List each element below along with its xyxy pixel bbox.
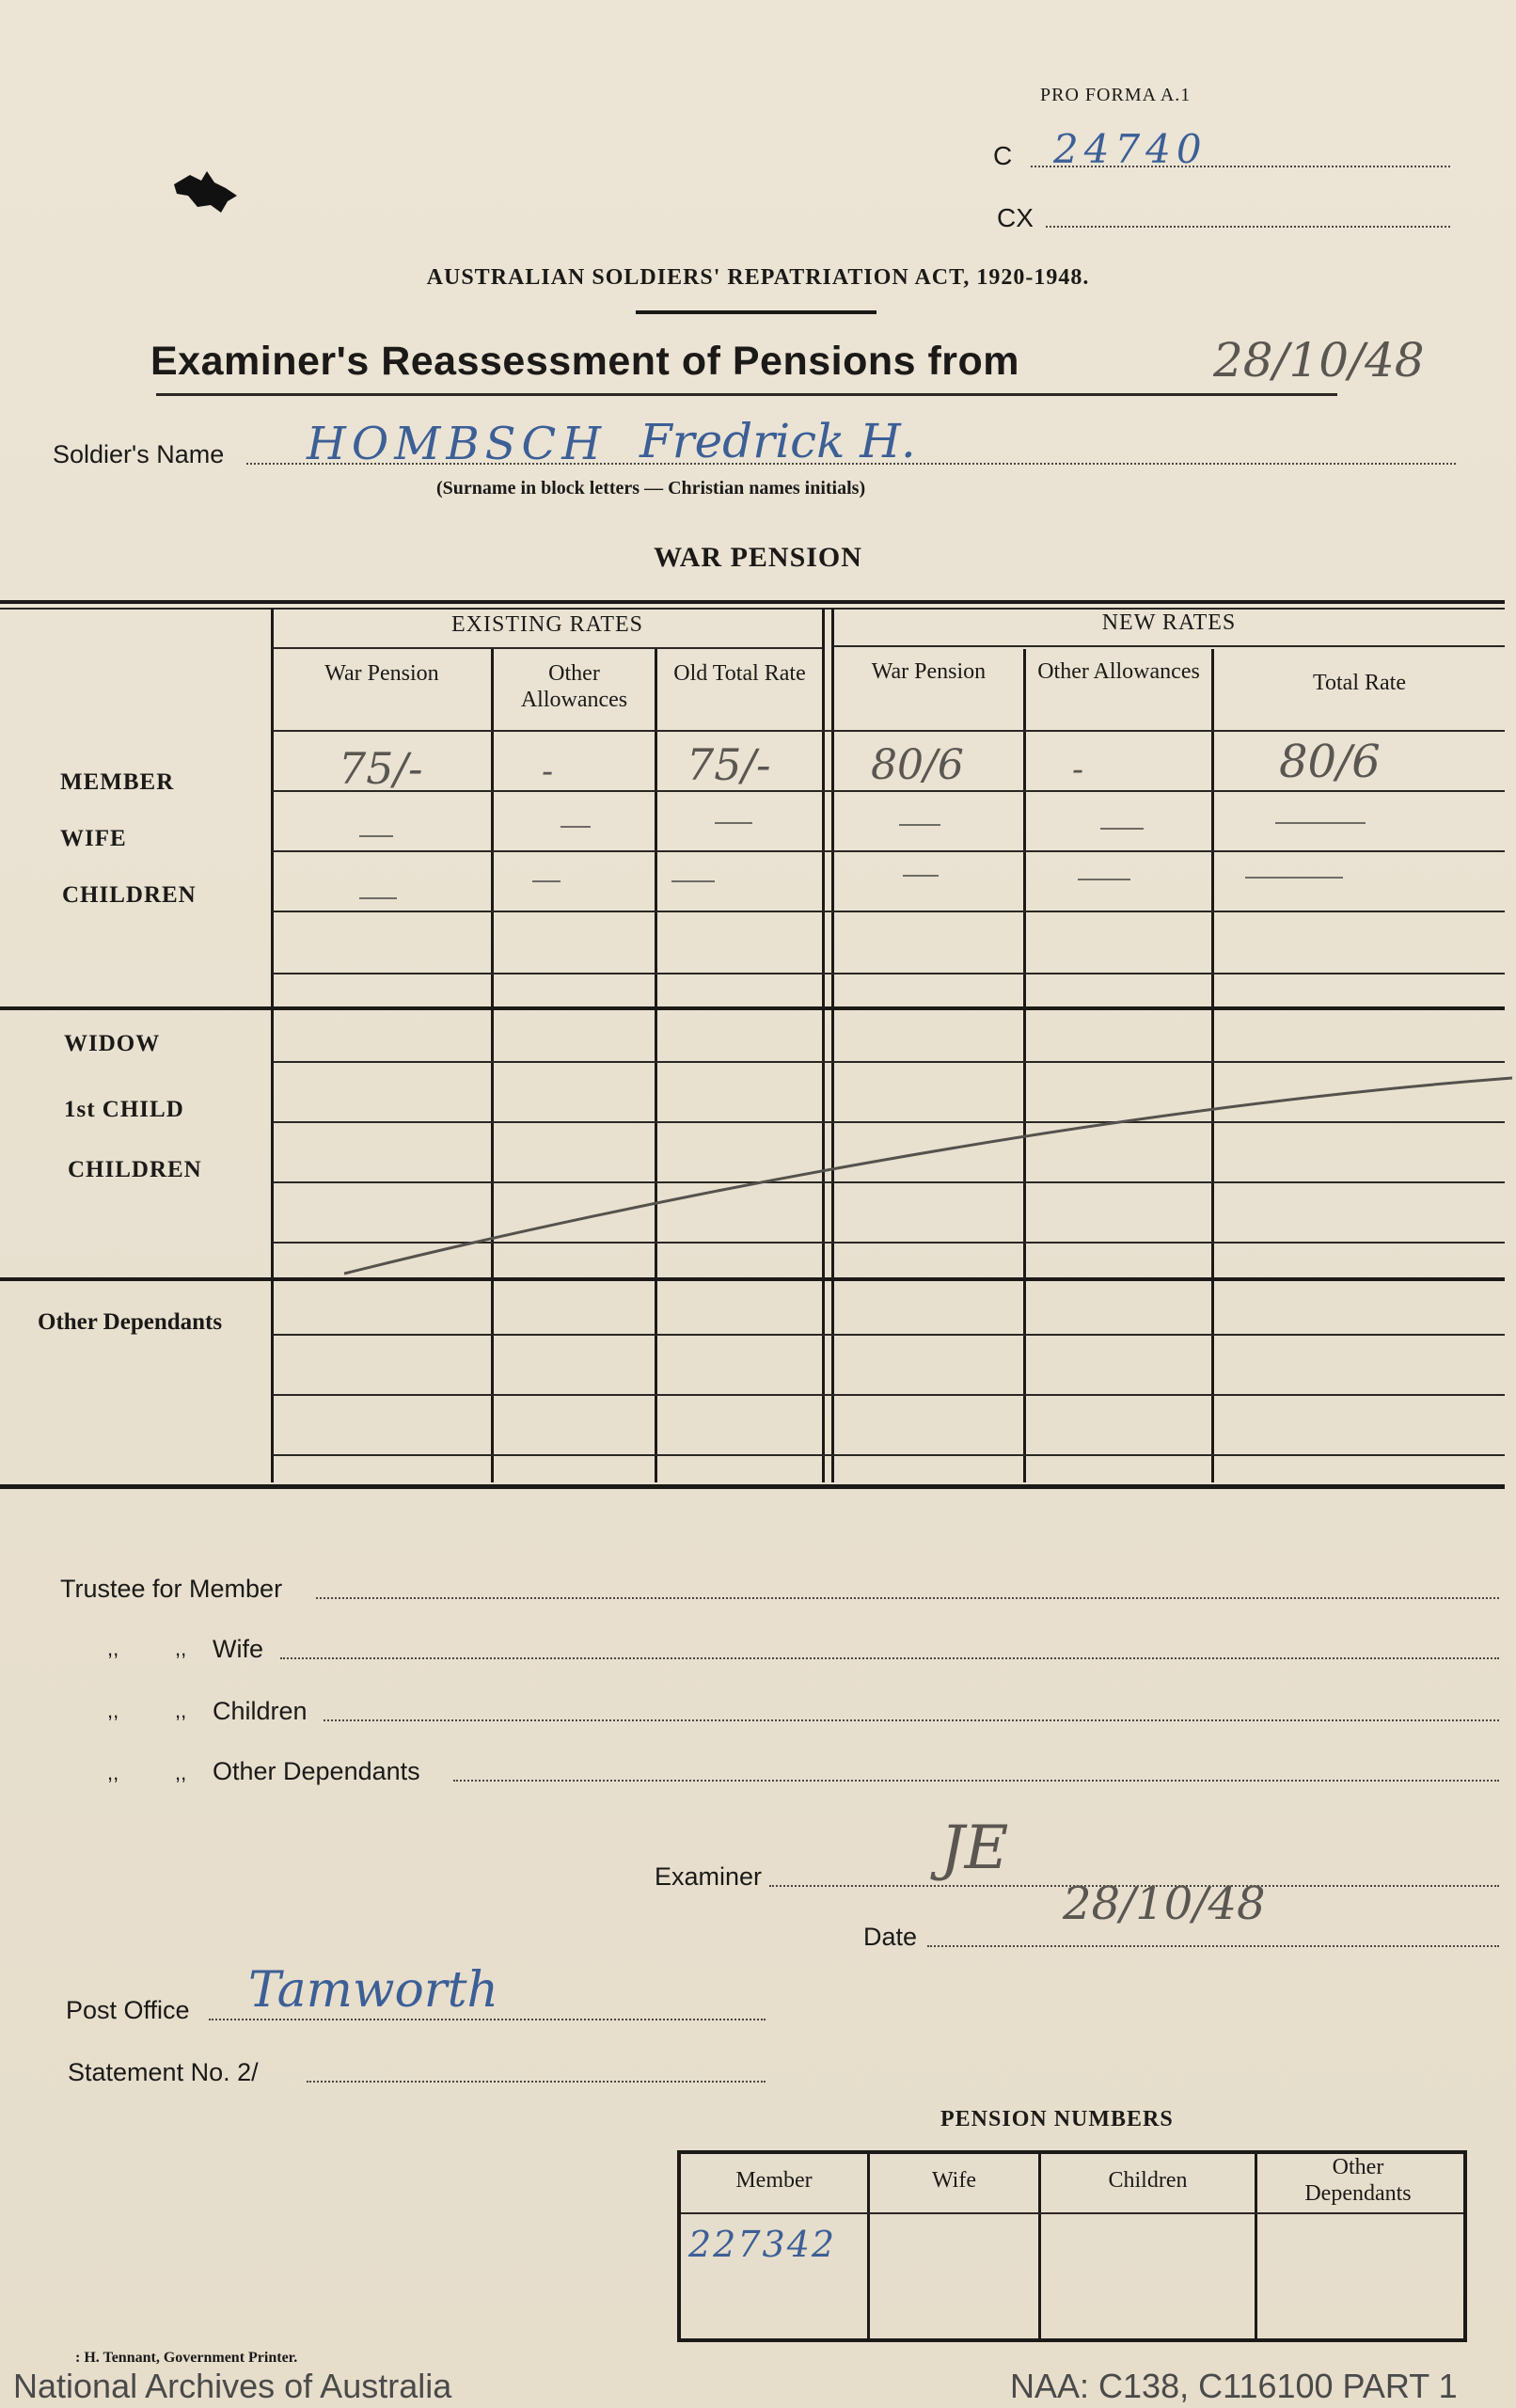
header-bottom-rule <box>273 730 1505 732</box>
nil-dash <box>359 897 397 899</box>
existing-rates-rule <box>273 647 822 649</box>
nil-dash <box>903 875 939 877</box>
col-divider-4b <box>831 608 834 1482</box>
nil-dash <box>561 826 591 828</box>
nil-dash <box>532 880 561 882</box>
member-new-war-pension-value: 80/6 <box>871 741 964 789</box>
member-total-rate-value: 80/6 <box>1279 736 1381 788</box>
post-office-value: Tamworth <box>248 1962 499 2019</box>
ink-blot-icon <box>169 167 245 224</box>
nil-dash <box>1100 828 1144 830</box>
statement-line <box>307 2081 766 2083</box>
title-underline <box>156 393 1337 396</box>
col-divider-3 <box>655 649 657 1482</box>
member-new-other-allowances-value: - <box>1072 751 1084 789</box>
post-office-label: Post Office <box>66 1996 190 2024</box>
col-divider-6 <box>1211 649 1214 1482</box>
nil-dash <box>1275 822 1366 824</box>
pension-numbers-table <box>677 2150 1467 2342</box>
title-date-value: 28/10/48 <box>1213 333 1425 388</box>
existing-rates-header: EXISTING RATES <box>451 612 643 637</box>
soldier-name-label: Soldier's Name <box>53 440 225 468</box>
nil-dash <box>1078 879 1130 880</box>
member-old-total-value: 75/- <box>687 739 771 790</box>
row-rule-9 <box>273 1334 1505 1336</box>
trustee-wife-label: Wife <box>213 1635 263 1663</box>
date-value: 28/10/48 <box>1063 1877 1266 1930</box>
trustee-member-label: Trustee for Member <box>60 1575 283 1603</box>
act-underline <box>636 310 876 314</box>
row-label-children-2: CHILDREN <box>68 1157 202 1182</box>
archive-reference: NAA: C138, C116100 PART 1 <box>1010 2367 1458 2405</box>
date-label: Date <box>863 1923 918 1951</box>
pn-divider-3 <box>1255 2154 1257 2338</box>
act-title: AUSTRALIAN SOLDIERS' REPATRIATION ACT, 1920-1948. <box>426 265 1090 290</box>
trustee-ditto: ,, <box>107 1761 119 1784</box>
date-line <box>927 1945 1499 1947</box>
col-war-pension: War Pension <box>324 661 439 686</box>
pn-col-wife: Wife <box>931 2168 976 2193</box>
trustee-other-line <box>453 1780 1499 1782</box>
col-divider-5 <box>1023 649 1026 1482</box>
pn-header-rule <box>681 2212 1463 2214</box>
c-value: 24740 <box>1053 126 1208 172</box>
row-rule-10 <box>273 1394 1505 1396</box>
col-divider-4 <box>822 608 825 1482</box>
trustee-ditto: ,, <box>107 1699 119 1722</box>
nil-dash <box>671 880 715 882</box>
trustee-children-label: Children <box>213 1697 308 1725</box>
col-total-rate: Total Rate <box>1313 671 1406 695</box>
form-title: Examiner's Reassessment of Pensions from <box>150 339 1020 384</box>
row-rule-11 <box>273 1454 1505 1456</box>
col-new-war-pension: War Pension <box>871 659 987 684</box>
cx-label: CX <box>997 203 1034 232</box>
row-label-first-child: 1st CHILD <box>64 1097 184 1122</box>
pn-col-member: Member <box>735 2168 813 2193</box>
archive-watermark: National Archives of Australia <box>13 2367 452 2405</box>
row-label-other-dependants: Other Dependants <box>38 1309 223 1335</box>
pn-member-value: 227342 <box>688 2224 837 2265</box>
row-rule-3 <box>273 911 1505 912</box>
new-rates-header: NEW RATES <box>1101 610 1237 635</box>
c-label: C <box>993 141 1013 170</box>
row-label-widow: WIDOW <box>64 1031 161 1056</box>
nil-dash <box>359 835 393 837</box>
nil-dash <box>899 824 940 826</box>
col-divider-1 <box>271 608 274 1482</box>
pn-col-children: Children <box>1108 2168 1188 2193</box>
row-rule-4 <box>273 973 1505 974</box>
section-title: WAR PENSION <box>654 542 862 573</box>
pro-forma-label: PRO FORMA A.1 <box>1040 85 1192 105</box>
nil-dash <box>715 822 752 824</box>
examiner-label: Examiner <box>655 1862 763 1891</box>
soldier-given-value: Fredrick H. <box>640 414 916 468</box>
row-label-member: MEMBER <box>60 769 175 795</box>
new-rates-rule <box>833 645 1505 647</box>
trustee-ditto: ,, <box>175 1699 187 1722</box>
trustee-other-label: Other Dependants <box>213 1757 420 1785</box>
row-rule-2 <box>273 850 1505 852</box>
examiner-signature: JE <box>940 1814 1009 1883</box>
member-other-allowances-value: - <box>542 752 554 791</box>
pension-numbers-title: PENSION NUMBERS <box>940 2107 1174 2131</box>
soldier-surname-value: HOMBSCH <box>307 418 608 470</box>
row-label-wife: WIFE <box>60 826 127 851</box>
row-rule-1 <box>273 790 1505 792</box>
member-war-pension-value: 75/- <box>339 743 423 794</box>
cx-field-line <box>1046 226 1450 228</box>
table-bottom-rule <box>0 1484 1505 1489</box>
col-old-total-rate: Old Total Rate <box>673 661 806 686</box>
name-hint: (Surname in block letters — Christian names initials) <box>436 478 866 499</box>
row-label-children: CHILDREN <box>62 882 197 908</box>
nil-dash <box>1245 877 1343 879</box>
col-divider-2 <box>491 649 494 1482</box>
trustee-wife-line <box>280 1657 1499 1659</box>
post-office-line <box>209 2019 766 2020</box>
pn-col-other-dependants: Other Dependants <box>1304 2155 1412 2206</box>
trustee-member-line <box>316 1597 1499 1599</box>
table-top-rule <box>0 600 1505 604</box>
strike-through-line <box>339 1072 1514 1279</box>
col-new-other-allowances: Other Allowances <box>1037 659 1200 684</box>
section-rule-1 <box>0 1006 1505 1010</box>
statement-label: Statement No. 2/ <box>68 2058 259 2086</box>
col-other-allowances: Other Allowances <box>520 661 628 712</box>
printer-credit: : H. Tennant, Government Printer. <box>75 2350 298 2366</box>
trustee-children-line <box>324 1719 1499 1721</box>
trustee-ditto: ,, <box>107 1637 119 1660</box>
trustee-ditto: ,, <box>175 1761 187 1784</box>
row-rule-5 <box>273 1061 1505 1063</box>
trustee-ditto: ,, <box>175 1637 187 1660</box>
